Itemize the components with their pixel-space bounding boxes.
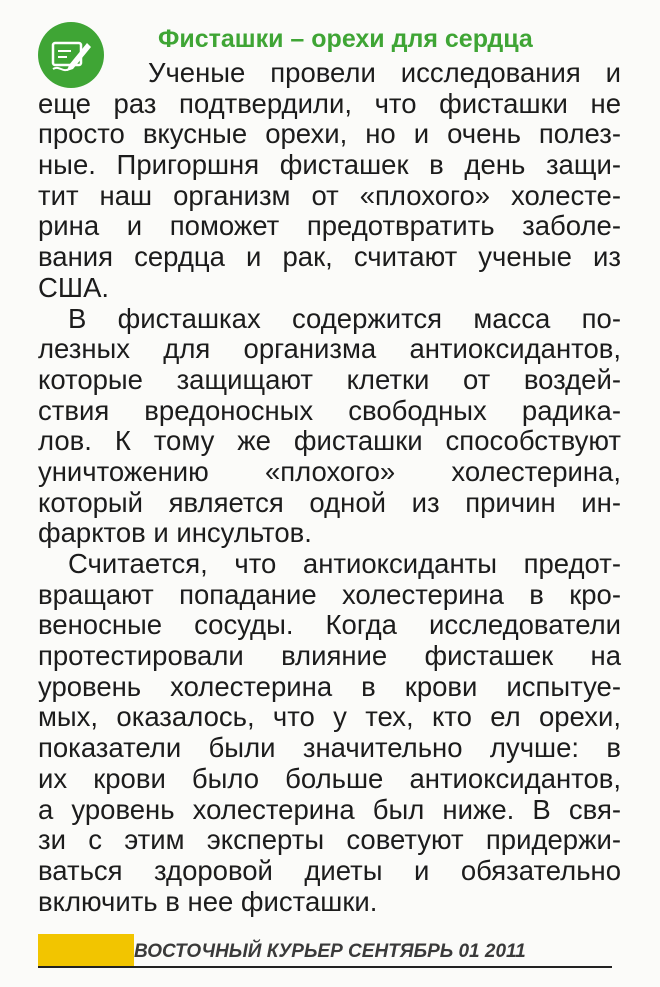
- article-line: уровень холестерина в крови испытуе-: [38, 670, 621, 702]
- article-line: лезных для организма антиоксидантов,: [38, 333, 621, 365]
- article-line: рина и поможет предотвратить заболе-: [38, 210, 621, 242]
- article-line: В фисташках содержится масса по-: [68, 302, 621, 334]
- article-line: мых, оказалось, что у тех, кто ел орехи,: [38, 701, 621, 733]
- publication-credit: ВОСТОЧНЫЙ КУРЬЕР СЕНТЯБРЬ 01 2011: [134, 941, 526, 962]
- article-line: показатели были значительно лучше: в: [38, 732, 621, 764]
- article-line: вращают попадание холестерина в кро-: [38, 578, 621, 610]
- article-line: ные. Пригоршня фисташек в день защи-: [38, 149, 621, 181]
- article-line: фарктов и инсультов.: [38, 517, 312, 549]
- footer-accent-bar: [38, 934, 134, 967]
- article-headline: Фисташки – орехи для сердца: [158, 25, 533, 53]
- article-line: включить в нее фисташки.: [38, 885, 378, 917]
- article-line: тит наш организм от «плохого» холесте-: [38, 179, 621, 211]
- article-line: просто вкусные орехи, но и очень полез-: [38, 118, 621, 150]
- article-line: США.: [38, 271, 110, 303]
- article-line: еще раз подтвердили, что фисташки не: [38, 87, 621, 119]
- article-line: который является одной из причин ин-: [38, 486, 621, 518]
- article-line: Ученые провели исследования и: [148, 57, 621, 88]
- article-line: их крови было больше антиоксидантов,: [38, 762, 621, 794]
- article-body: [38, 58, 621, 917]
- footer-divider: [38, 966, 612, 968]
- article-line: лов. К тому же фисташки способствуют: [38, 425, 621, 457]
- article-line: а уровень холестерина был ниже. В свя-: [38, 793, 621, 825]
- article-line: ваться здоровой диеты и обязательно: [38, 854, 621, 886]
- article-line: Считается, что антиоксиданты предот-: [68, 548, 621, 579]
- article-line: которые защищают клетки от воздей-: [38, 363, 621, 395]
- article-line: уничтожению «плохого» холестерина,: [38, 455, 621, 487]
- article-line: зи с этим эксперты советуют придержи-: [38, 824, 621, 856]
- article-line: ствия вредоносных свободных радика-: [38, 394, 621, 426]
- article-line: вания сердца и рак, считают ученые из: [38, 241, 621, 273]
- article-line: веносные сосуды. Когда исследователи: [38, 609, 621, 641]
- article-line: протестировали влияние фисташек на: [38, 640, 621, 672]
